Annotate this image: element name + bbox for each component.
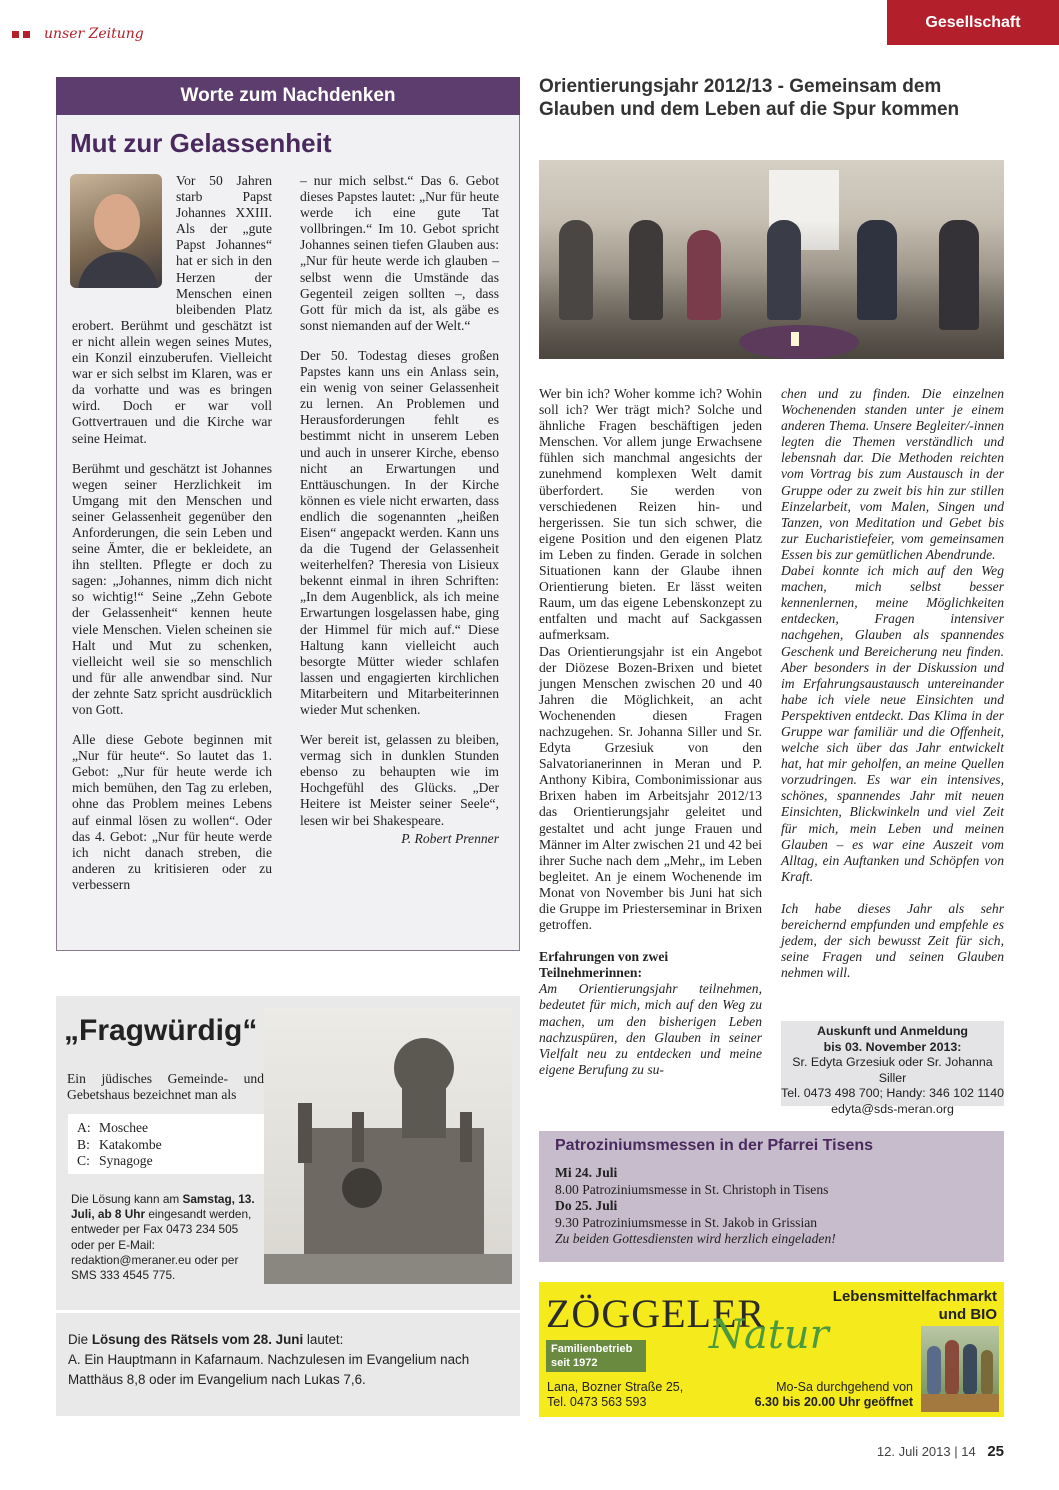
logo-square-icon [23, 31, 30, 38]
group-photo-icon [539, 160, 1004, 359]
worte-band-title: Worte zum Nachdenken [180, 85, 396, 106]
worte-col2-para1: – nur mich selbst.“ Das 6. Gebot dieses Papstes lautet: „Nur für heute werde ich eine gute Tat vollbringen.“ Im 10. Gebot spricht Johannes seinen tiefen Glauben aus: „Nur für heute werde ich glauben – selbst wenn die Umstände das Gegenteil zeigen sollten –, dass Gott für mich da ist, als gäbe es sonst niemanden auf der Welt.“ [300, 173, 499, 333]
worte-col1-para2: Berühmt und geschätzt ist Johannes wegen seiner Herzlichkeit im Umgang mit den Menschen und seiner Gelassenheit gegenüber den Anforderungen, die sein Leben und seine Ämter, die er bekleidete, an ihn stellten. Pflegte er doch zu sagen: „Johannes, nimm dich nicht so wichtig!“ Seine „Zehn Gebote der Gelassenheit“ kennen heute viele Menschen. Vielen scheinen sie Halt und Mut zu schenken, vielleicht weil sie so menschlich und für alle anwendbar sind. Nur der zehnte Satz spricht ausdrücklich von Gott. [72, 460, 272, 717]
fragwuerdig-solution: Die Lösung des Rätsels vom 28. Juni lautet: A. Ein Hauptmann in Kafarnaum. Nachzulesen im Evangelium nach Matthäus 8,8 oder im Evangelium nach Lukas 7,6. [68, 1330, 513, 1390]
info-line-1: Auskunft und Anmeldung [817, 1024, 968, 1038]
footer-date: 12. Juli 2013 | 14 [876, 1444, 976, 1459]
info-line-2: bis 03. November 2013: [823, 1039, 962, 1054]
info-box [781, 1021, 1004, 1116]
worte-author: P. Robert Prenner [401, 830, 499, 846]
fragwuerdig-submit-info: Die Lösung kann am Samstag, 13. Juli, ab 8 Uhr eingesandt werden, entweder per Fax 0473 234 505 oder per E-Mail: redaktion@meraner.eu oder per SMS 333 4545 775. [71, 1192, 255, 1283]
orientierung-column-2 [781, 386, 1004, 981]
worte-col1-para1: Vor 50 Jahren starb Papst Johannes XXIII. Als der „gute Papst Johannes“ hat er sich in den Herzen der Menschen einen bleibenden Platz erobert. Berühmt und geschätzt ist er nicht allein wegen seines Mutes, ein Konzil einzuberufen. Vielleicht war er sich selbst im Klaren, was er da vorhatte und was es bringen wird. Doch er war voll Gottvertrauen und die Kirche war seine Heimat. [72, 173, 272, 446]
option-c[interactable]: C: Synagoge [77, 1153, 153, 1168]
info-email[interactable]: edyta@sds-meran.org [831, 1101, 954, 1116]
header-logo [12, 26, 144, 42]
option-a[interactable]: A: Moschee [77, 1120, 149, 1135]
orientierung-subhead: Erfahrungen von zwei Teilnehmerinnen: [539, 949, 669, 981]
fragwuerdig-divider [56, 1310, 520, 1313]
patrozinium-event-2: 9.30 Patroziniumsmesse in St. Jakob in Grissian [555, 1214, 818, 1230]
orientierung-column-1 [539, 386, 762, 1078]
ad-badge: Familienbetrieb seit 1972 [546, 1340, 646, 1372]
worte-band [56, 77, 520, 115]
worte-column-1 [72, 173, 272, 893]
patrozinium-box [539, 1131, 1004, 1262]
fragwuerdig-question: Ein jüdisches Gemeinde- und Gebetshaus bezeichnet man als [67, 1071, 264, 1102]
family-photo-icon [921, 1326, 999, 1412]
page-number: 25 [987, 1443, 1004, 1460]
patrozinium-event-1: 8.00 Patroziniumsmesse in St. Christoph in Tisens [555, 1181, 829, 1197]
patrozinium-date-2: Do 25. Juli [555, 1198, 618, 1213]
orientierung-col1-para3: Am Orientierungsjahr teilnehmen, bedeutet für mich, mich auf den Weg zu machen, um den bisherigen Leben nachzuspüren, den Glauben in seiner Vielfalt neu zu entdecken und meine eigene Berufung zu su- [539, 981, 762, 1077]
worte-col2-para3: Wer bereit ist, gelassen zu bleiben, vermag sich in dunklen Stunden ebenso zu behaupten wie im Hochgefühl des Glücks. „Der Heitere ist Meister seiner Seele“, lesen wir bei Shakespeare. [300, 732, 499, 828]
option-b[interactable]: B: Katakombe [77, 1136, 162, 1152]
worte-col2-para2: Der 50. Todestag dieses großen Papstes kann uns ein Anlass sein, ein wenig von seiner Gelassenheit zu lernen. An Problemen und Herausforderungen fehlt es bestimmt nicht in unserem Leben und auch in unserer Kirche, ebenso nicht an Erwartungen und Enttäuschungen. In der Kirche können es viele nicht erwarten, dass endlich die sogenannten „heißen Eisen“ angepackt werden. Kann uns da die Tugend der Gelassenheit weiterhelfen? Theresia von Lisieux bekennt einmal in ihren Schriften: „In dem Augenblick, als ich meine Erwartungen losgelassen habe, ging der Himmel für mich auf.“ Diese Haltung kann vielleicht auch besorgte Mütter wieder schlafen lassen und engagierten kirchlichen Mitarbeitern und Mitarbeiterinnen wieder Mut schenken. [300, 347, 499, 717]
fragwuerdig-options [68, 1114, 264, 1174]
orientierung-col1-para1: Wer bin ich? Woher komme ich? Wohin soll ich? Wer trägt mich? Solche und ähnliche Fragen beschäftigen jeden Menschen. Vor allem junge Erwachsene fühlen sich manchmal angesichts der zunehmend komplexen Welt damit überfordert. Sie werden von verschiedenen Reizen hin- und hergerissen. Sie tun sich schwer, die eigene Position und den eigenen Platz im Leben zu finden. Gerade in solchen Situationen kann der Glaube ihnen Orientierung bieten. Er lässt weiten Raum, um das eigene Lebenskonzept zu entfalten und macht auf Sackgassen aufmerksam. [539, 386, 762, 643]
zoeggeler-ad[interactable] [539, 1282, 1004, 1417]
ad-address: Lana, Bozner Straße 25, Tel. 0473 563 593 [547, 1380, 684, 1409]
ad-script: Natur [709, 1312, 829, 1358]
worte-col1-para3: Alle diese Gebote beginnen mit „Nur für heute“. So lautet das 1. Gebot: „Nur für heute werde ich mich bemühen, den Tag zu erleben, ohne das Problem meines Lebens auf einmal lösen zu wollen“. Oder das 4. Gebot: „Nur für heute werde ich nicht danach streben, die anderen zu kritisieren oder zu verbessern [72, 732, 272, 892]
orientierung-col2-para1: chen und zu finden. Die einzelnen Wochenenden standen unter je einem anderen Thema. Unsere Begleiter/-innen legten die Themen verständlich und lebensnah dar. Die Methoden reichten vom Vortrag bis zum Austausch in der Gruppe oder zu zweit bis hin zur stillen Einzelarbeit, vom Malen, Singen und Tanzen, von Meditation und Gebet bis zur Eucharistiefeier, vom gemeinsamen Essen bis zur gemütlichen Abendrunde. [781, 386, 1004, 562]
synagogue-photo-icon [264, 1008, 512, 1284]
section-tag-label: Gesellschaft [925, 13, 1021, 31]
footer [850, 1443, 1004, 1460]
section-tag [887, 0, 1059, 45]
logo-text: unser Zeitung [44, 26, 144, 42]
logo-square-icon [12, 31, 19, 38]
orientierung-col2-para3: Ich habe dieses Jahr als sehr bereichernd empfunden und empfehle es jedem, der sich bewusst Zeit für sich, seine Fragen und seinen Glauben nehmen will. [781, 900, 1004, 981]
ad-hours: Mo-Sa durchgehend von 6.30 bis 20.00 Uhr geöffnet [754, 1380, 913, 1409]
patrozinium-date-1: Mi 24. Juli [555, 1165, 618, 1180]
patrozinium-title: Patroziniumsmessen in der Pfarrei Tisens [555, 1137, 874, 1154]
orientierung-col1-para2: Das Orientierungsjahr ist ein Angebot der Diözese Bozen-Brixen und bietet jungen Menschen zwischen 20 und 40 Jahren die Möglichkeit, an acht Wochenenden diesen Fragen nachzugehen. Sr. Johanna Siller und Sr. Edyta Grzesiuk von den Salvatorianerinnen in Meran und P. Anthony Kibira, Combonimissionar aus Brixen haben im Arbeitsjahr 2012/13 das Orientierungsjahr geleitet und gestaltet und acht junge Frauen und Männer im Alter zwischen 21 und 42 bei ihrer Suche nach dem „Mehr„ im Leben begleitet. An je einem Wochenende im Monat von November bis Juni hat sich die Gruppe im Priesterseminar in Brixen getroffen. [539, 643, 762, 933]
worte-headline: Mut zur Gelassenheit [70, 128, 332, 158]
worte-column-2 [300, 173, 499, 847]
ad-headline: Lebensmittelfachmarkt und BIO [832, 1288, 997, 1323]
fragwuerdig-title: „Fragwürdig“ [64, 1014, 258, 1047]
orientierung-headline: Orientierungsjahr 2012/13 - Gemeinsam dem Glauben und dem Leben auf die Spur kommen [539, 76, 960, 120]
info-line-4: Tel. 0473 498 700; Handy: 346 102 1140 [781, 1086, 1004, 1101]
info-line-3: Sr. Edyta Grzesiuk oder Sr. Johanna Siller [792, 1055, 993, 1085]
solution-text: A. Ein Hauptmann in Kafarnaum. Nachzulesen im Evangelium nach Matthäus 8,8 oder im Evangelium nach Lukas 7,6. [68, 1352, 470, 1387]
orientierung-col2-para2: Dabei konnte ich mich auf den Weg machen, mich selbst besser kennenlernen, meine Möglichkeiten entdecken, Fragen intensiver nachgehen, Glauben als spannendes Geschenk und Bereicherung neu finden. Aber besonders in der Diskussion und im Erfahrungsaustausch untereinander habe ich viele neue Einsichten und Perspektiven entdeckt. Das Klima in der Gruppe war familiär und die Offenheit, welche sich über das Jahr entwickelt hat, hat mir geholfen, an meine Quellen vorzudringen. Es war ein intensives, schönes, spannendes Jahr mit neuen Einsichten, Blickwinkeln und viel Zeit für mich, mein Leben und meinen Glauben – es war eine Auszeit vom Alltag, ein Auftanken und Schöpfen von Kraft. [781, 563, 1004, 884]
ad-brand: ZÖGGELER [546, 1291, 766, 1336]
patrozinium-note: Zu beiden Gottesdiensten wird herzlich eingeladen! [555, 1231, 836, 1246]
